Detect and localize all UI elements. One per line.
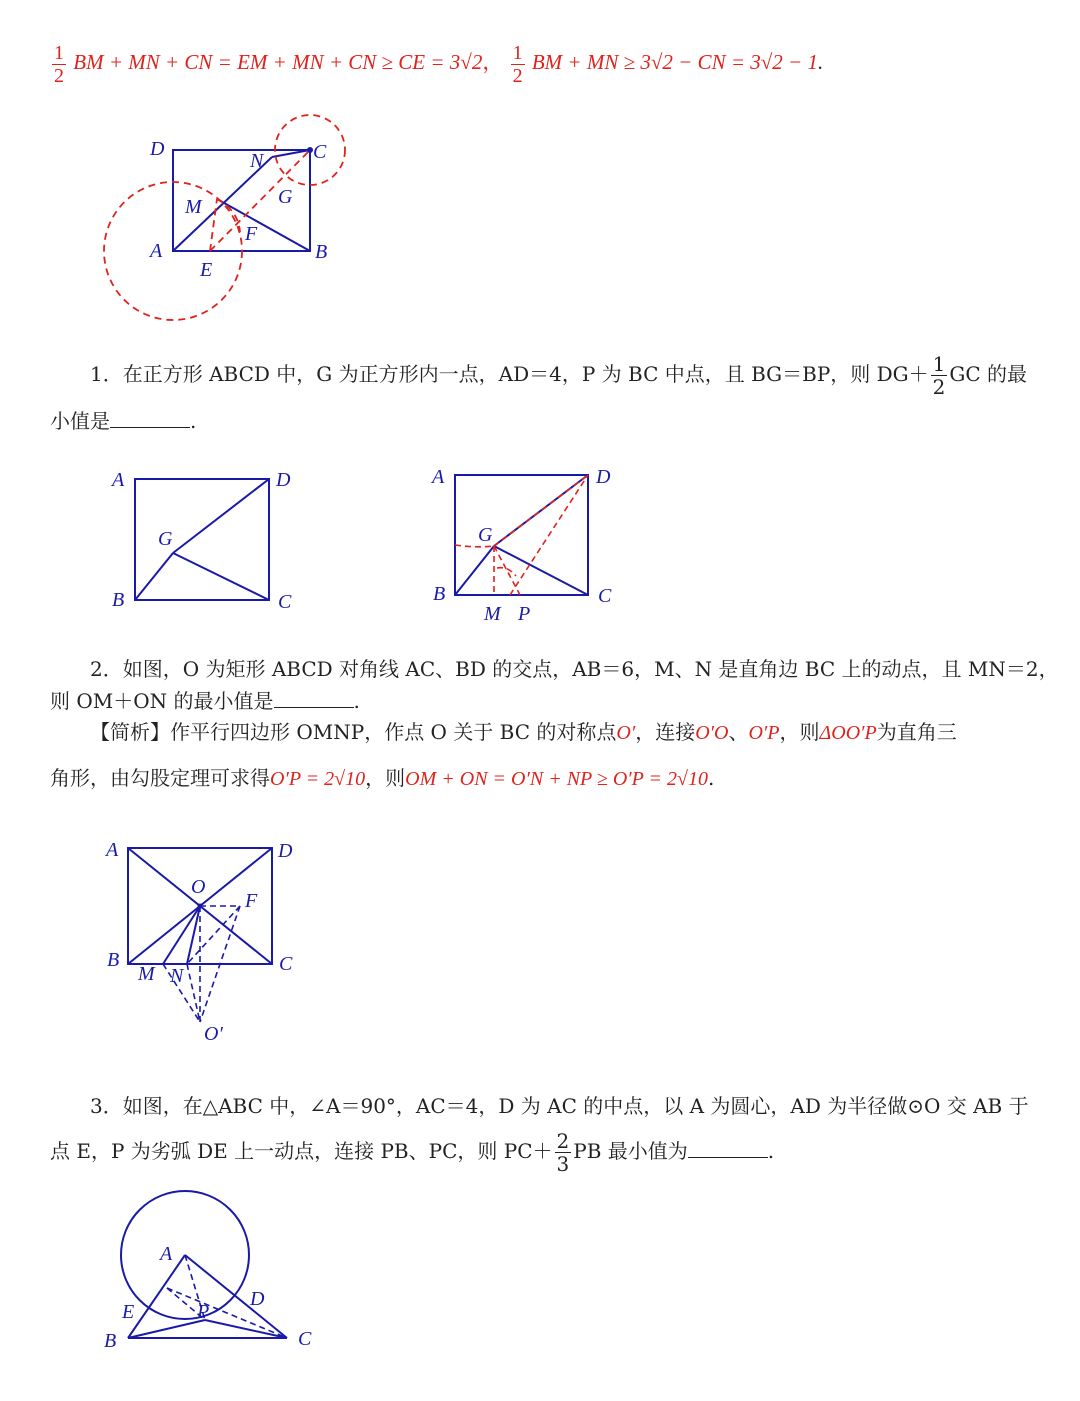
problem2-analysis-line1: 【简析】作平行四边形 OMNP，作点 O 关于 BC 的对称点O′，连接O′O、O′P，则ΔOO′P为直角三 bbox=[90, 720, 957, 744]
fig1l-line-BG bbox=[135, 553, 173, 600]
problem2-answer-blank[interactable] bbox=[274, 689, 354, 708]
problem1-frac: $\frac{1}{2}$ bbox=[932, 352, 946, 399]
fig3-label-C: C bbox=[298, 1328, 312, 1350]
top-formula-frac-2: $\frac{1}{2}$ bbox=[512, 41, 523, 87]
fig2-label-O-prime: O′ bbox=[204, 1023, 223, 1045]
top-formula-part1: BM + MN + CN = EM + MN + CN ≥ CE = 3√2 bbox=[73, 50, 483, 74]
fig1r-label-A: A bbox=[432, 466, 445, 488]
fig3-line-AC bbox=[185, 1255, 287, 1338]
fig1r-line-GC bbox=[494, 546, 588, 595]
fig2-label-M: M bbox=[138, 963, 155, 985]
fig1r-arc-small bbox=[497, 568, 516, 576]
fig2-dash-NO1 bbox=[187, 964, 200, 1022]
problem1-answer-blank[interactable] bbox=[110, 409, 190, 428]
fig1r-label-D: D bbox=[596, 466, 611, 488]
fig1r-label-P: P bbox=[518, 603, 531, 625]
fig2-label-N: N bbox=[170, 965, 184, 987]
eq-OP: O′P = 2√10 bbox=[270, 768, 366, 790]
problem3-answer-blank[interactable] bbox=[688, 1139, 768, 1158]
fig1r-dash-MD bbox=[510, 475, 588, 595]
figure2 bbox=[100, 830, 310, 1055]
fig-top-label-E: E bbox=[200, 259, 213, 281]
analysis-tag: 【简析】 bbox=[90, 720, 170, 744]
figure1-left bbox=[105, 460, 305, 615]
fig2-label-F: F bbox=[245, 890, 258, 912]
fig2-label-D: D bbox=[278, 840, 293, 862]
fig3-label-B: B bbox=[104, 1330, 117, 1352]
problem1-line2: 小值是 . bbox=[50, 409, 197, 433]
fig-top-label-G: G bbox=[278, 186, 293, 208]
fig3-dash-FC bbox=[167, 1288, 287, 1338]
fig-top-arc bbox=[217, 199, 240, 232]
problem3-line2: 点 E，P 为劣弧 DE 上一动点，连接 PB、PC，则 PC＋ $\frac{2}{3}$ PB 最小值为 . bbox=[50, 1129, 775, 1176]
top-formula-sep: ， bbox=[482, 50, 504, 74]
figure-top bbox=[95, 105, 365, 335]
fig-top-label-N: N bbox=[250, 150, 264, 172]
fig-top-label-M: M bbox=[185, 196, 202, 218]
fig2-label-B: B bbox=[107, 949, 120, 971]
eq-OM-ON: OM + ON = O′N + NP ≥ O′P = 2√10 bbox=[405, 768, 709, 790]
fig1l-label-C: C bbox=[278, 591, 292, 613]
figure1-right bbox=[425, 455, 625, 630]
problem3-frac: $\frac{2}{3}$ bbox=[556, 1129, 570, 1176]
fig3-label-D: D bbox=[250, 1288, 265, 1310]
top-formula bbox=[50, 38, 823, 86]
fig2-point-O bbox=[198, 904, 203, 909]
fig1l-line-GC bbox=[173, 553, 269, 600]
fig1r-label-C: C bbox=[598, 585, 612, 607]
fig1l-label-A: A bbox=[112, 469, 125, 491]
problem1-line1: 1．在正方形 ABCD 中，G 为正方形内一点，AD＝4，P 为 BC 中点，且 BG＝BP，则 DG＋ $\frac{1}{2}$ GC 的最 bbox=[90, 352, 1028, 399]
fig1r-label-G: G bbox=[478, 524, 493, 546]
fig1l-label-B: B bbox=[112, 589, 125, 611]
fig-top-label-F: F bbox=[245, 223, 258, 245]
fig2-label-C: C bbox=[279, 953, 293, 975]
fig-top-line-EM bbox=[210, 199, 217, 251]
fig-top-label-C: C bbox=[313, 141, 327, 163]
fig-top-line-MB bbox=[217, 199, 310, 251]
problem3-line1: 3．如图，在△ABC 中，∠A＝90°，AC＝4，D 为 AC 的中点，以 A 为圆心，AD 为半径做⊙O 交 AB 于 bbox=[90, 1094, 1029, 1118]
fig1r-label-M: M bbox=[484, 603, 501, 625]
sym-O-prime: O′ bbox=[616, 722, 636, 744]
fig3-label-P: P bbox=[197, 1301, 210, 1323]
top-formula-frac: $\frac{1}{2}$ bbox=[54, 41, 64, 87]
fig2-label-A: A bbox=[106, 839, 119, 861]
fig-top-label-A: A bbox=[150, 240, 163, 262]
problem2-line2: 则 OM＋ON 的最小值是 . bbox=[50, 689, 360, 713]
fig3-label-E: E bbox=[122, 1301, 135, 1323]
top-formula-part2: BM + MN ≥ 3√2 − CN = 3√2 − 1 bbox=[531, 50, 818, 74]
top-formula-end: . bbox=[817, 50, 824, 74]
problem2-line1: 2．如图，O 为矩形 ABCD 对角线 AC、BD 的交点，AB＝6，M、N 是直角边 BC 上的动点，且 MN＝2， bbox=[90, 657, 1059, 681]
fig1l-square bbox=[135, 479, 269, 600]
problem2-analysis-line2: 角形，由勾股定理可求得O′P = 2√10，则OM + ON = O′N + NP ≥ O′P = 2√10. bbox=[50, 766, 715, 790]
fig1l-line-GD bbox=[173, 479, 269, 553]
fig-top-label-B: B bbox=[315, 241, 328, 263]
fig3-label-A: A bbox=[160, 1243, 173, 1265]
figure3 bbox=[100, 1185, 330, 1360]
fig2-label-O: O bbox=[191, 876, 206, 898]
fig1r-line-BG bbox=[455, 546, 494, 595]
fig1l-label-D: D bbox=[276, 469, 291, 491]
fig-top-label-D: D bbox=[150, 138, 165, 160]
fig1l-label-G: G bbox=[158, 528, 173, 550]
fig1r-label-B: B bbox=[433, 583, 446, 605]
